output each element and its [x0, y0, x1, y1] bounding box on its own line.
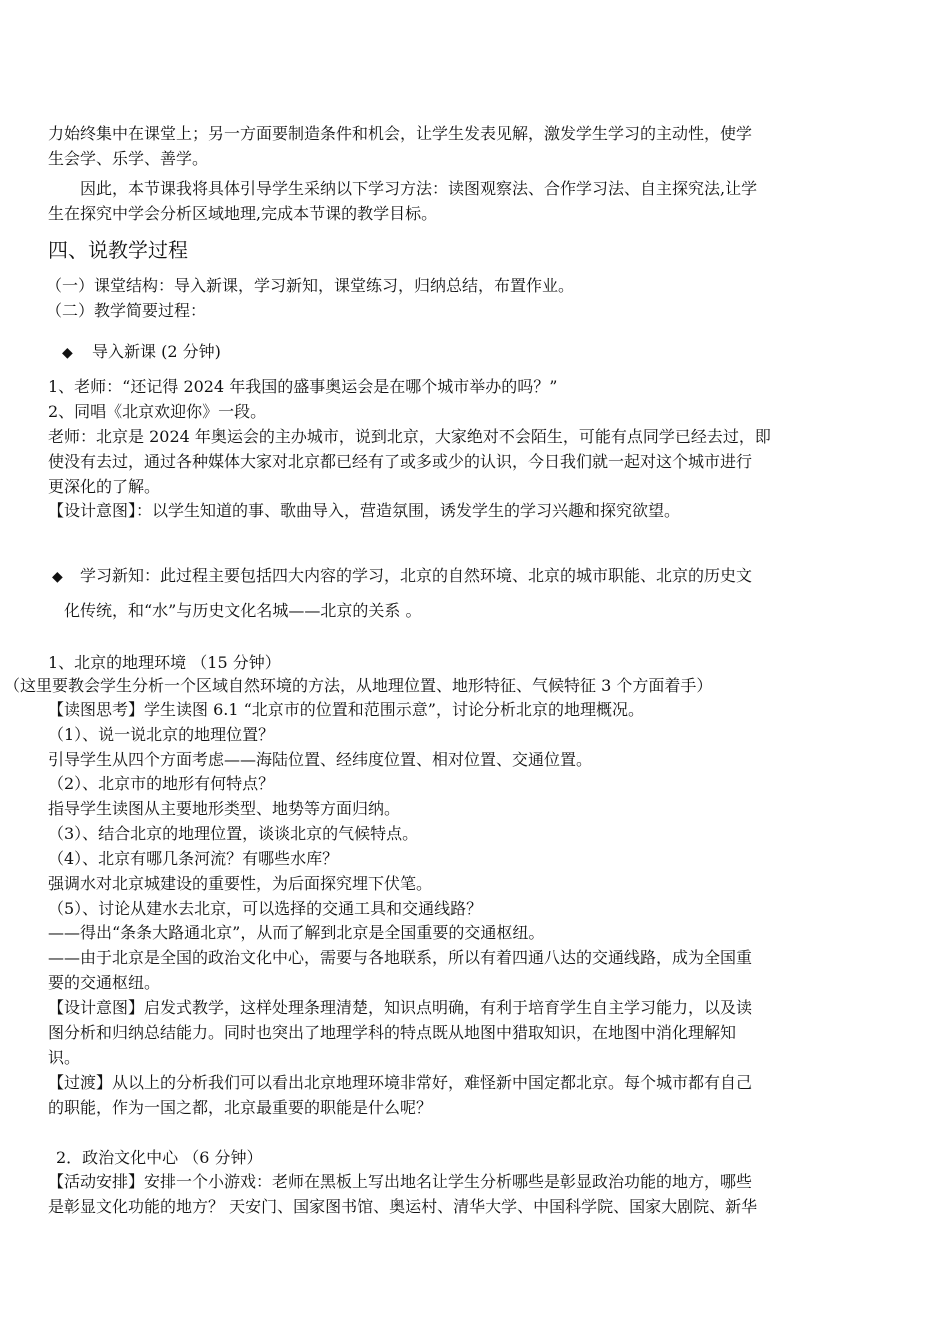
paragraph-line: 1、老师：“还记得 2024 年我国的盛事奥运会是在哪个城市举办的吗？”	[48, 377, 558, 396]
paragraph-line: 的职能，作为一国之都，北京最重要的职能是什么呢？	[48, 1098, 433, 1117]
paragraph-line: 2、同唱《北京欢迎你》一段。	[48, 402, 267, 421]
paragraph-line: 要的交通枢纽。	[48, 973, 161, 992]
paragraph-line: 【设计意图】启发式教学，这样处理条理清楚，知识点明确，有利于培育学生自主学习能力，以及读	[48, 998, 753, 1017]
paragraph-line: 化传统，和“水”与历史文化名城——北京的关系 。	[64, 601, 422, 620]
paragraph-line: 强调水对北京城建设的重要性，为后面探究埋下伏笔。	[48, 874, 433, 893]
diamond-bullet-icon: ◆	[62, 345, 73, 361]
paragraph-line: （二）教学简要过程：	[46, 301, 207, 320]
paragraph-line: 【设计意图】：以学生知道的事、歌曲导入，营造氛围，诱发学生的学习兴趣和探究欲望。	[48, 501, 681, 520]
paragraph-line: ——由于北京是全国的政治文化中心，需要与各地联系，所以有着四通八达的交通线路，成为全国重	[48, 948, 753, 967]
paragraph-line: ——得出“条条大路通北京”，从而了解到北京是全国重要的交通枢纽。	[48, 923, 545, 942]
paragraph-line: 因此，本节课我将具体引导学生采纳以下学习方法：读图观察法、合作学习法、自主探究法,让学	[80, 179, 758, 198]
paragraph-line: 引导学生从四个方面考虑——海陆位置、经纬度位置、相对位置、交通位置。	[48, 750, 593, 769]
paragraph-line: （3）、结合北京的地理位置，谈谈北京的气候特点。	[48, 824, 419, 843]
section-heading: 四、说教学过程	[48, 238, 188, 262]
paragraph-line: （5）、讨论从建水去北京，可以选择的交通工具和交通线路？	[48, 899, 483, 918]
paragraph-line: 老师：北京是 2024 年奥运会的主办城市，说到北京，大家绝对不会陌生，可能有点同学已经去过，即	[48, 427, 771, 446]
paragraph-line: 力始终集中在课堂上；另一方面要制造条件和机会，让学生发表见解，激发学生学习的主动性，使学	[48, 124, 753, 143]
subsection-heading: 1、北京的地理环境 （15 分钟）	[48, 653, 281, 672]
subsection-heading: 2．政治文化中心 （6 分钟）	[56, 1148, 263, 1167]
paragraph-line: 图分析和归纳总结能力。同时也突出了地理学科的特点既从地图中猎取知识，在地图中消化理解知	[48, 1023, 737, 1042]
paragraph-line: 生会学、乐学、善学。	[48, 149, 209, 168]
paragraph-line: 生在探究中学会分析区域地理,完成本节课的教学目标。	[48, 204, 438, 223]
diamond-bullet-icon: ◆	[52, 569, 63, 585]
paragraph-line: 更深化的了解。	[48, 477, 161, 496]
paragraph-line: 【读图思考】学生读图 6.1 “北京市的位置和范围示意”，讨论分析北京的地理概况。	[48, 700, 644, 719]
paragraph-line: 【过渡】从以上的分析我们可以看出北京地理环境非常好，难怪新中国定都北京。每个城市都有自己	[48, 1073, 753, 1092]
bullet-heading: 导入新课 (2 分钟)	[92, 342, 221, 361]
paragraph-line: 识。	[48, 1048, 81, 1067]
paragraph-line: （1）、说一说北京的地理位置？	[48, 725, 275, 744]
paragraph-line: （一）课堂结构：导入新课，学习新知，课堂练习，归纳总结，布置作业。	[46, 276, 575, 295]
paragraph-line: 【活动安排】安排一个小游戏：老师在黑板上写出地名让学生分析哪些是彰显政治功能的地方，哪些	[48, 1172, 753, 1191]
paragraph-line: （2）、北京市的地形有何特点？	[48, 774, 275, 793]
paragraph-line: （这里要教会学生分析一个区域自然环境的方法，从地理位置、地形特征、气候特征 3 个方面着手）	[4, 676, 713, 695]
paragraph-line: 使没有去过，通过各种媒体大家对北京都已经有了或多或少的认识，今日我们就一起对这个城市进行	[48, 452, 753, 471]
paragraph-line: （4）、北京有哪几条河流？有哪些水库？	[48, 849, 339, 868]
bullet-heading: 学习新知：此过程主要包括四大内容的学习，北京的自然环境、北京的城市职能、北京的历史文	[80, 566, 753, 585]
paragraph-line: 是彰显文化功能的地方？ 天安门、国家图书馆、奥运村、清华大学、中国科学院、国家大剧院、新华	[48, 1197, 758, 1216]
paragraph-line: 指导学生读图从主要地形类型、地势等方面归纳。	[48, 799, 401, 818]
